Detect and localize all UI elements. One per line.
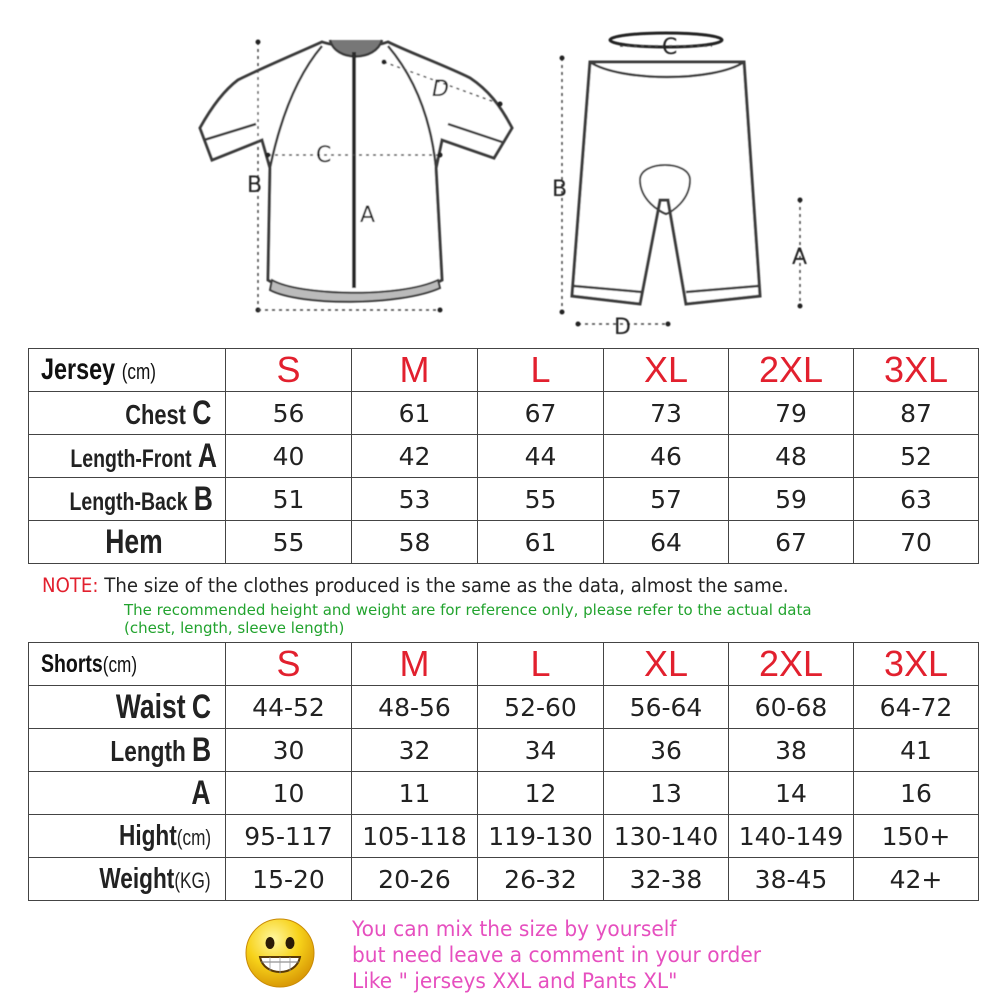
row-code: C [191, 393, 211, 432]
row-label-text: Hem [105, 522, 163, 561]
table-cell: 64-72 [854, 686, 979, 729]
table-row [29, 815, 979, 858]
table-cell: 67 [729, 521, 854, 564]
size-note [42, 574, 845, 597]
table-cell: 38 [729, 729, 854, 772]
shorts-label-d: D [614, 315, 631, 340]
jersey-header-row [29, 349, 979, 392]
table-cell: 11 [352, 772, 478, 815]
table-cell: 57 [604, 478, 729, 521]
jersey-title: Jersey [41, 353, 116, 386]
jersey-label-d: D [432, 77, 449, 102]
row-unit: (cm) [176, 824, 211, 850]
table-cell: 56-64 [604, 686, 729, 729]
table-cell: 70 [854, 521, 979, 564]
table-cell: 32-38 [604, 858, 729, 901]
row-code: B [193, 479, 213, 518]
size-header: 3XL [854, 349, 979, 392]
shorts-diagram [552, 33, 807, 340]
table-cell: 20-26 [352, 858, 478, 901]
row-label-text: Length-Back [69, 487, 188, 516]
table-cell: 38-45 [729, 858, 854, 901]
table-cell: 55 [226, 521, 352, 564]
table-cell: 46 [604, 435, 729, 478]
table-cell: 14 [729, 772, 854, 815]
table-cell: 42+ [854, 858, 979, 901]
jersey-label-c: C [316, 143, 332, 168]
table-row [29, 686, 979, 729]
table-cell: 26-32 [478, 858, 604, 901]
tip-line: The recommended height and weight are for reference only, please refer to the actual data [124, 601, 812, 619]
message-line: You can mix the size by yourself [352, 917, 677, 941]
table-cell: 119-130 [478, 815, 604, 858]
row-code: C [191, 687, 211, 726]
mix-size-message [352, 916, 778, 994]
row-label-text: Chest [124, 398, 186, 430]
shorts-title-cell [29, 643, 226, 686]
row-label-text: Length [110, 735, 186, 768]
row-label-text: Weight [99, 862, 175, 895]
jersey-label-a: A [360, 203, 376, 228]
row-code: B [191, 730, 211, 769]
table-cell: 30 [226, 729, 352, 772]
table-cell: 87 [854, 392, 979, 435]
shorts-outline [572, 62, 760, 304]
table-row [29, 729, 979, 772]
table-cell: 10 [226, 772, 352, 815]
table-cell: 58 [352, 521, 478, 564]
row-code: A [197, 436, 218, 475]
table-cell: 36 [604, 729, 729, 772]
garment-diagrams [0, 0, 1000, 345]
table-cell: 44-52 [226, 686, 352, 729]
table-cell: 48-56 [352, 686, 478, 729]
size-header: L [478, 349, 604, 392]
table-cell: 64 [604, 521, 729, 564]
table-cell: 63 [854, 478, 979, 521]
size-header: 3XL [854, 643, 979, 686]
shorts-label-b: B [552, 177, 568, 202]
table-cell: 105-118 [352, 815, 478, 858]
row-label [29, 521, 226, 564]
row-label [29, 815, 226, 858]
table-cell: 60-68 [729, 686, 854, 729]
table-cell: 13 [604, 772, 729, 815]
jersey-label-b: B [247, 173, 263, 198]
table-cell: 61 [352, 392, 478, 435]
table-cell: 34 [478, 729, 604, 772]
table-cell: 67 [478, 392, 604, 435]
jersey-title-cell [29, 349, 226, 392]
row-label [29, 858, 226, 901]
table-cell: 73 [604, 392, 729, 435]
message-line: Like " jerseys XXL and Pants XL" [352, 969, 678, 993]
shorts-unit: (cm) [102, 651, 138, 677]
table-row [29, 392, 979, 435]
row-code: A [191, 773, 211, 812]
table-cell: 95-117 [226, 815, 352, 858]
table-cell: 32 [352, 729, 478, 772]
table-cell: 150+ [854, 815, 979, 858]
row-label [29, 729, 226, 772]
jersey-diagram [200, 40, 512, 313]
size-header: 2XL [729, 643, 854, 686]
table-cell: 12 [478, 772, 604, 815]
row-label [29, 478, 226, 521]
table-row [29, 772, 979, 815]
row-label [29, 392, 226, 435]
table-cell: 15-20 [226, 858, 352, 901]
size-header: 2XL [729, 349, 854, 392]
jersey-size-table [28, 348, 979, 564]
message-line: but need leave a comment in your order [352, 943, 762, 967]
row-unit: (KG) [174, 867, 211, 893]
table-cell: 56 [226, 392, 352, 435]
table-row [29, 478, 979, 521]
shorts-size-table [28, 642, 979, 901]
note-text: The size of the clothes produced is the same as the data, almost the same. [104, 574, 789, 597]
row-label [29, 772, 226, 815]
table-row [29, 858, 979, 901]
table-cell: 140-149 [729, 815, 854, 858]
table-row [29, 435, 979, 478]
table-cell: 41 [854, 729, 979, 772]
shorts-title: Shorts [41, 649, 103, 678]
table-cell: 44 [478, 435, 604, 478]
table-cell: 79 [729, 392, 854, 435]
shorts-label-c: C [662, 35, 678, 60]
size-header: M [352, 643, 478, 686]
table-cell: 52-60 [478, 686, 604, 729]
size-header: XL [604, 349, 729, 392]
row-label [29, 435, 226, 478]
smiley-face-icon [244, 917, 316, 989]
table-cell: 53 [352, 478, 478, 521]
row-label [29, 686, 226, 729]
table-cell: 51 [226, 478, 352, 521]
size-header: M [352, 349, 478, 392]
table-cell: 52 [854, 435, 979, 478]
table-cell: 42 [352, 435, 478, 478]
row-label-text: Waist [115, 687, 186, 726]
size-header: XL [604, 643, 729, 686]
table-cell: 130-140 [604, 815, 729, 858]
reference-tip [124, 601, 812, 637]
table-cell: 40 [226, 435, 352, 478]
size-header: S [226, 349, 352, 392]
row-label-text: Length-Front [70, 444, 192, 473]
table-row [29, 521, 979, 564]
table-cell: 48 [729, 435, 854, 478]
note-label: NOTE: [42, 574, 99, 597]
table-cell: 59 [729, 478, 854, 521]
table-cell: 16 [854, 772, 979, 815]
size-header: S [226, 643, 352, 686]
tip-line: (chest, length, sleeve length) [124, 619, 345, 637]
table-cell: 55 [478, 478, 604, 521]
shorts-header-row [29, 643, 979, 686]
jersey-unit: (cm) [121, 359, 157, 384]
table-cell: 61 [478, 521, 604, 564]
shorts-label-a: A [792, 245, 808, 270]
row-label-text: Hight [118, 819, 177, 852]
size-header: L [478, 643, 604, 686]
